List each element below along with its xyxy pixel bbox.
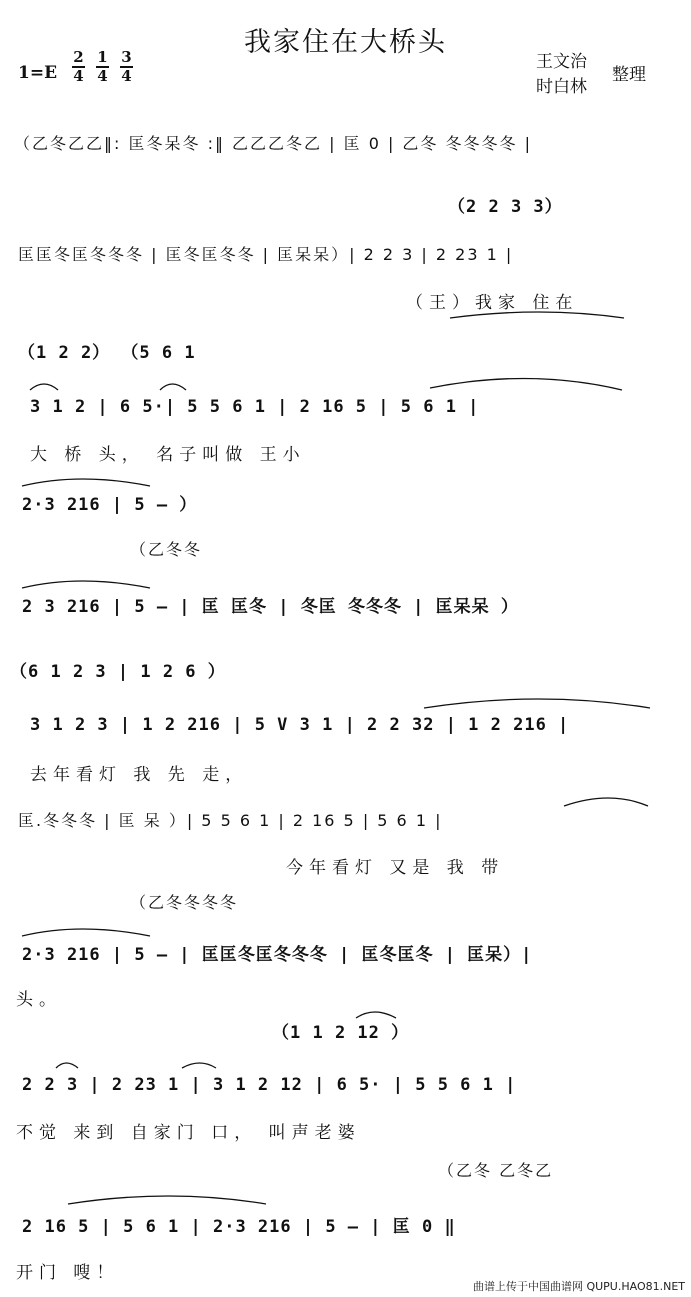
system-9-upper: （1 1 2 12 ）: [272, 1023, 410, 1043]
system-9-main: 2 2 3 | 2 23 1 | 3 1 2 12 | 6 5· | 5 5 6 1 |: [22, 1075, 517, 1095]
system-6-upper: （6 1 2 3 | 1 2 6 ）: [10, 662, 226, 682]
system-3-upper: （1 2 2） （5 6 1: [18, 343, 196, 363]
time-signature-1: 2 4: [73, 48, 84, 85]
system-5-upper: （乙冬冬: [130, 540, 203, 559]
arranger-role: 整理: [612, 65, 646, 85]
system-4-main: 2·3 216 | 5 – ）: [22, 495, 198, 515]
system-8-upper: （乙冬冬冬冬: [130, 893, 239, 912]
system-7-main: 匡.冬冬冬 | 匡 呆 ）| 5 5 6 1 | 2 16 5 | 5 6 1 |: [18, 811, 443, 830]
system-10-upper: （乙冬 乙冬乙: [438, 1161, 554, 1180]
system-10-lyric: 开门 嗖！: [16, 1263, 120, 1283]
system-2-main: 匡匡冬匡冬冬冬 | 匡冬匡冬冬 | 匡呆呆）| 2 2 3 | 2 23 1 |: [18, 245, 514, 264]
system-7-lyric: 今年看灯 又是 我 带: [286, 858, 505, 878]
footer-watermark: 曲谱上传于中国曲谱网 QUPU.HAO81.NET: [472, 1280, 685, 1293]
system-6-lyric: 去年看灯 我 先 走，: [30, 765, 249, 785]
arranger-name-1: 王文治: [536, 52, 587, 72]
system-6-main: 3 1 2 3 | 1 2 216 | 5 V 3 1 | 2 2 32 | 1 2 216 |: [30, 715, 570, 735]
system-5-main: 2 3 216 | 5 – | 匡 匡冬 | 冬匡 冬冬冬 | 匡呆呆 ）: [22, 597, 519, 617]
page-title: 我家住在大桥头: [244, 27, 447, 58]
system-2-lyric: （王）我家 住在: [406, 293, 579, 313]
arranger-name-2: 时白林: [536, 77, 587, 97]
time-signature-3: 3 4: [121, 48, 132, 85]
system-3-lyric: 大 桥 头， 名子叫做 王小: [30, 445, 306, 465]
key-signature: 1=E: [18, 63, 58, 83]
time-signature-2: 1 4: [97, 48, 108, 85]
system-8-main: 2·3 216 | 5 – | 匡匡冬匡冬冬冬 | 匡冬匡冬 | 匡呆）|: [22, 945, 533, 965]
system-1-main: （乙冬乙乙‖: 匡冬呆冬 :‖ 乙乙乙冬乙 | 匡 0 | 乙冬 冬冬冬冬 |: [14, 134, 532, 153]
system-2-upper: （2 2 3 3）: [448, 197, 563, 217]
system-3-main: 3 1 2 | 6 5·| 5 5 6 1 | 2 16 5 | 5 6 1 |: [30, 397, 480, 417]
system-10-main: 2 16 5 | 5 6 1 | 2·3 216 | 5 – | 匡 0 ‖: [22, 1217, 456, 1237]
system-9-lyric: 不觉 来到 自家门 口， 叫声老婆: [16, 1123, 361, 1143]
system-8-lyric: 头。: [16, 990, 62, 1010]
